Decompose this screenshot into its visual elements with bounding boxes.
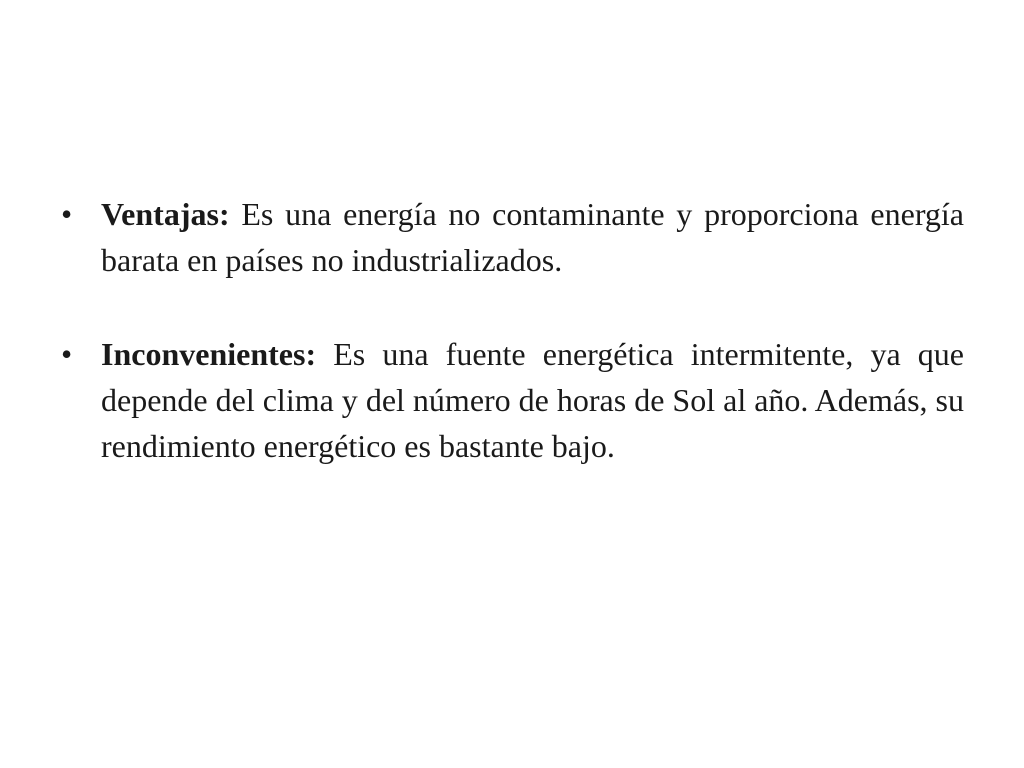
bullet-icon: • [61,196,73,232]
bullet-text-ventajas: Es una energía no contaminante y proporciona energía barata en países no industrializados. [101,196,965,278]
bullet-label-inconvenientes: Inconvenientes: [101,336,317,372]
bullet-list [61,191,964,469]
bullet-item-inconvenientes [61,331,964,469]
bullet-label-ventajas: Ventajas: [101,196,230,232]
bullet-icon: • [61,336,73,372]
bullet-text-inconvenientes: Es una fuente energética intermitente, ya que depende del clima y del número de horas de Sol al año. Además, su rendimiento energético es bastante bajo. [101,336,965,464]
bullet-item-ventajas [61,191,964,283]
